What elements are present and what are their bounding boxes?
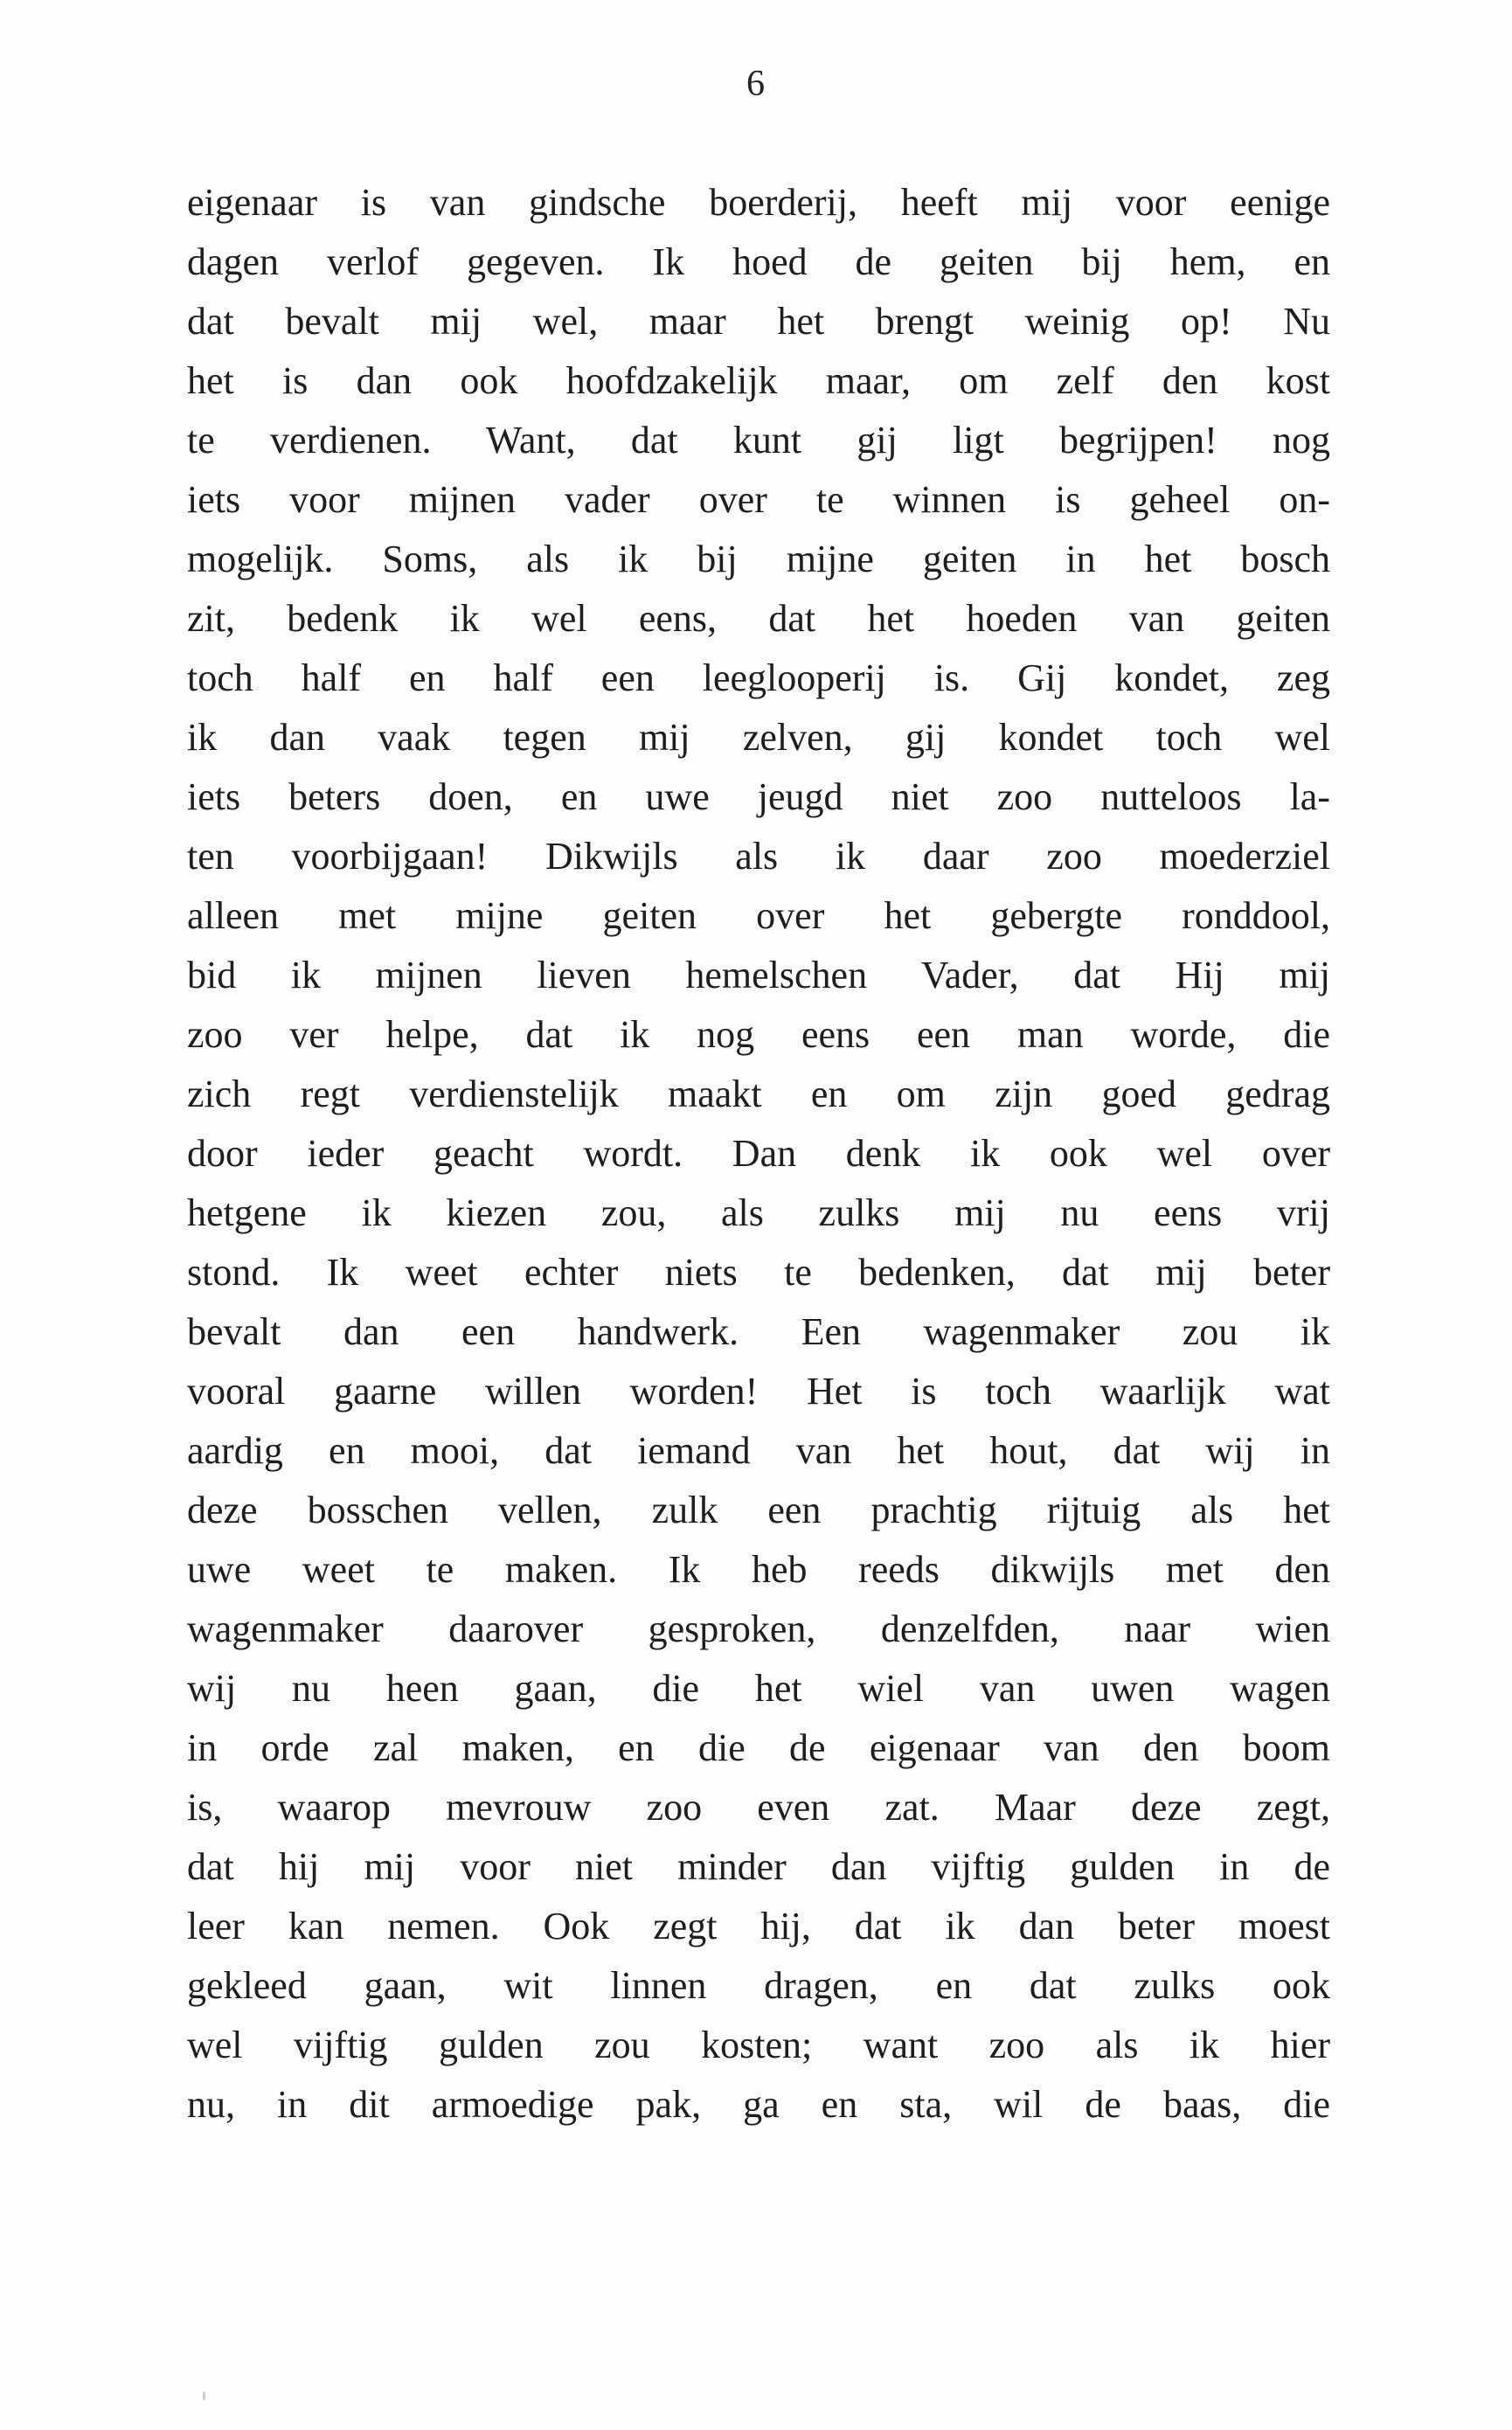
text-line: dat hij mij voor niet minder dan vijftig gulden in de xyxy=(187,1845,1330,1888)
text-line: vooral gaarne willen worden! Het is toch waarlijk wat xyxy=(187,1370,1330,1413)
text-line: wij nu heen gaan, die het wiel van uwen wagen xyxy=(187,1667,1330,1710)
body-text xyxy=(187,173,1330,2135)
text-line: alleen met mijne geiten over het gebergte ronddool, xyxy=(187,894,1330,937)
text-line: zoo ver helpe, dat ik nog eens een man worde, die xyxy=(187,1013,1330,1056)
text-line: zich regt verdienstelijk maakt en om zijn goed gedrag xyxy=(187,1073,1330,1115)
text-line: het is dan ook hoofdzakelijk maar, om zelf den kost xyxy=(187,359,1330,402)
text-line: deze bosschen vellen, zulk een prachtig rijtuig als het xyxy=(187,1489,1330,1531)
text-line: eigenaar is van gindsche boerderij, heeft mij voor eenige xyxy=(187,181,1330,224)
text-line: bid ik mijnen lieven hemelschen Vader, dat Hij mij xyxy=(187,954,1330,996)
text-line: in orde zal maken, en die de eigenaar van den boom xyxy=(187,1726,1330,1769)
text-line: ten voorbijgaan! Dikwijls als ik daar zoo moederziel xyxy=(187,835,1330,878)
text-line: uwe weet te maken. Ik heb reeds dikwijls met den xyxy=(187,1548,1330,1591)
text-line: aardig en mooi, dat iemand van het hout, dat wij in xyxy=(187,1429,1330,1472)
text-line: gekleed gaan, wit linnen dragen, en dat zulks ook xyxy=(187,1964,1330,2007)
text-line: wagenmaker daarover gesproken, denzelfden, naar wien xyxy=(187,1607,1330,1650)
text-line: te verdienen. Want, dat kunt gij ligt begrijpen! nog xyxy=(187,419,1330,462)
text-line: is, waarop mevrouw zoo even zat. Maar deze zegt, xyxy=(187,1786,1330,1829)
scan-artifact xyxy=(203,2392,205,2400)
text-line: zit, bedenk ik wel eens, dat het hoeden van geiten xyxy=(187,597,1330,640)
text-line: nu, in dit armoedige pak, ga en sta, wil de baas, die xyxy=(187,2083,1330,2126)
text-line: dagen verlof gegeven. Ik hoed de geiten bij hem, en xyxy=(187,240,1330,283)
text-line: hetgene ik kiezen zou, als zulks mij nu eens vrij xyxy=(187,1191,1330,1234)
text-line: dat bevalt mij wel, maar het brengt weinig op! Nu xyxy=(187,300,1330,343)
text-line: door ieder geacht wordt. Dan denk ik ook wel over xyxy=(187,1132,1330,1175)
text-line: leer kan nemen. Ook zegt hij, dat ik dan beter moest xyxy=(187,1905,1330,1947)
text-line: iets voor mijnen vader over te winnen is geheel on- xyxy=(187,478,1330,521)
text-line: iets beters doen, en uwe jeugd niet zoo nutteloos la- xyxy=(187,775,1330,818)
text-line: mogelijk. Soms, als ik bij mijne geiten in het bosch xyxy=(187,538,1330,580)
page-number: 6 xyxy=(746,64,766,104)
text-line: ik dan vaak tegen mij zelven, gij kondet toch wel xyxy=(187,716,1330,759)
text-line: toch half en half een leeglooperij is. Gij kondet, zeg xyxy=(187,656,1330,699)
text-line: stond. Ik weet echter niets te bedenken, dat mij beter xyxy=(187,1251,1330,1294)
text-line: wel vijftig gulden zou kosten; want zoo als ik hier xyxy=(187,2024,1330,2066)
text-line: bevalt dan een handwerk. Een wagenmaker zou ik xyxy=(187,1310,1330,1353)
